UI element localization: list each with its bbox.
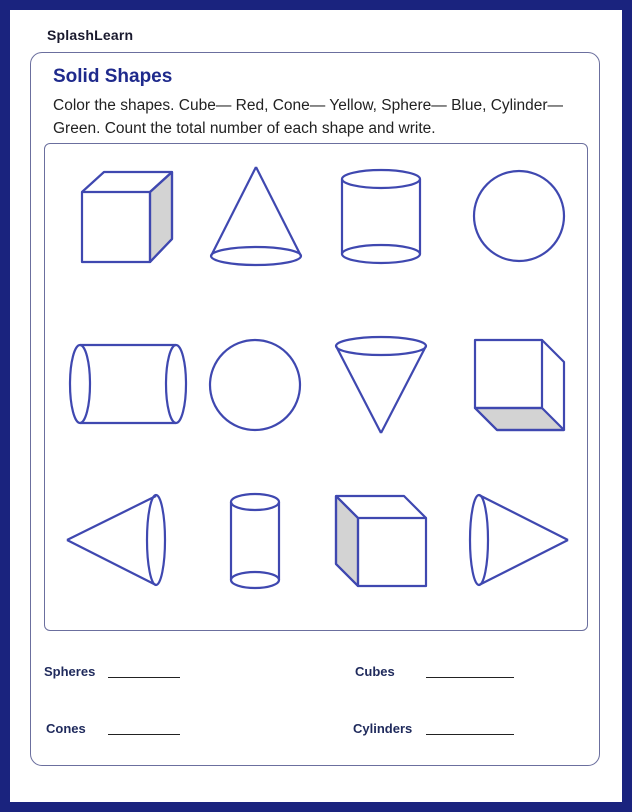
worksheet-page [10, 10, 622, 802]
cubes-answer-blank[interactable] [426, 677, 514, 678]
cylinder-shape-3[interactable] [231, 494, 279, 588]
cone-shape-3[interactable] [67, 495, 165, 585]
cube-shape-2[interactable] [475, 340, 564, 430]
cones-label: Cones [46, 721, 86, 736]
shapes-illustration [45, 144, 589, 632]
shapes-panel [44, 143, 588, 631]
brand-logo: SplashLearn [47, 27, 134, 43]
spheres-answer-blank[interactable] [108, 677, 180, 678]
cone-shape-4[interactable] [470, 495, 568, 585]
spheres-label: Spheres [44, 664, 96, 679]
cones-answer-blank[interactable] [108, 734, 180, 735]
worksheet-instructions: Color the shapes. Cube— Red, Cone— Yellow, Sphere— Blue, Cylinder—Green. Count the total number of each shape and write. [53, 97, 564, 137]
cone-shape-2[interactable] [336, 337, 426, 433]
cone-shape-1[interactable] [211, 167, 301, 265]
cylinder-shape-1[interactable] [342, 170, 420, 263]
cylinders-label: Cylinders [353, 721, 413, 736]
worksheet-title: Solid Shapes [53, 66, 173, 87]
cylinders-answer-blank[interactable] [426, 734, 514, 735]
cube-shape-1[interactable] [82, 172, 172, 262]
sphere-shape-1[interactable] [474, 171, 564, 261]
cylinder-shape-2[interactable] [70, 345, 186, 423]
cubes-label: Cubes [355, 664, 395, 679]
cube-shape-3[interactable] [336, 496, 426, 586]
sphere-shape-2[interactable] [210, 340, 300, 430]
